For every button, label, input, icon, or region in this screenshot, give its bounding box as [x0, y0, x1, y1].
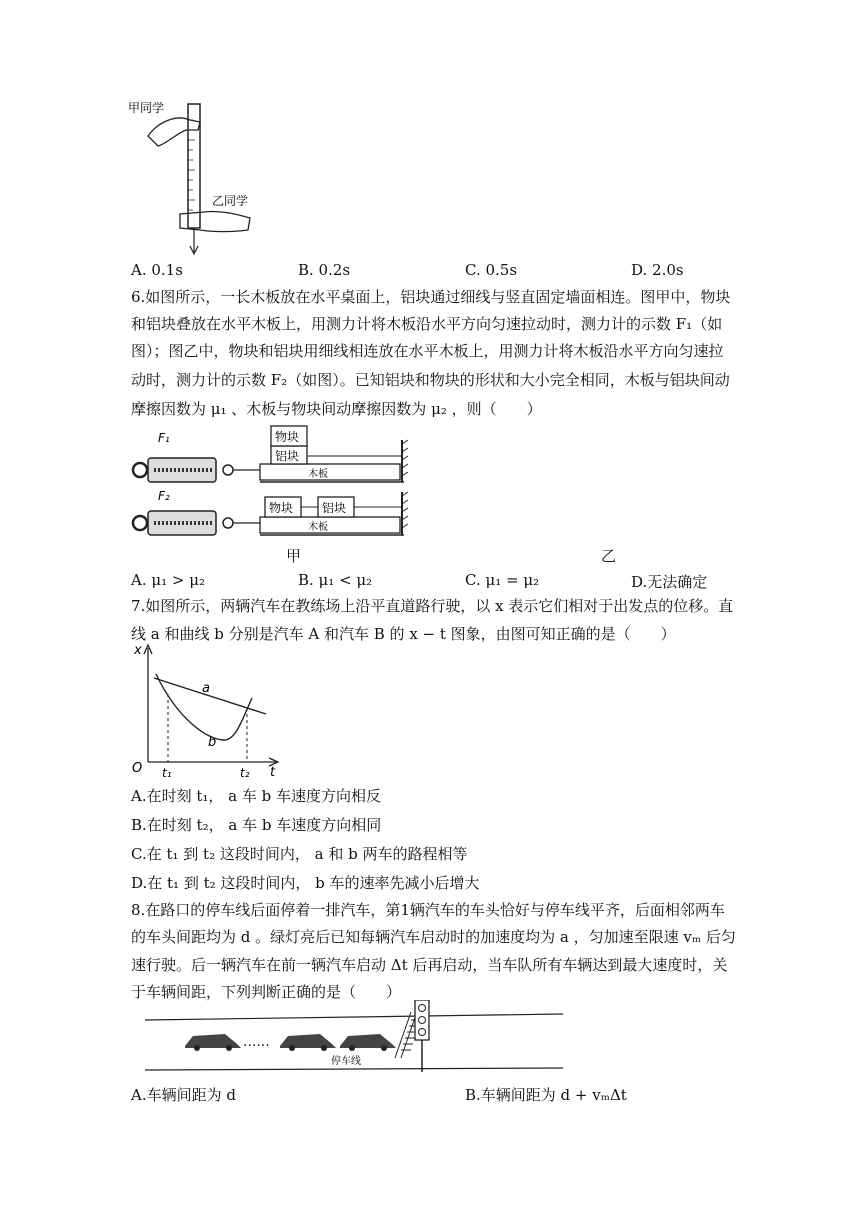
curve-b-label: b [208, 735, 217, 750]
q8-option-b: B.车辆间距为 d + vₘΔt [465, 1086, 627, 1104]
q6-line-5: 摩擦因数为 μ₁ 、木板与物块间动摩擦因数为 μ₂ ，则（ ） [131, 400, 542, 418]
traffic-queue-figure [145, 1000, 565, 1080]
al-label-top: 铝块 [275, 449, 300, 463]
q8-line-2: 的车头间距均为 d 。绿灯亮后已知每辆汽车启动时的加速度均为 a ，匀加速至限速 vₘ 后匀 [131, 928, 736, 946]
car-icon [185, 1034, 241, 1051]
line-a-label: a [202, 681, 210, 696]
origin-label: O [132, 761, 143, 776]
t-axis-label: t [270, 765, 276, 780]
x-axis-label: x [134, 643, 142, 658]
friction-experiment-figure [128, 420, 438, 540]
stop-line-label: 停车线 [331, 1056, 361, 1067]
car-icon [340, 1034, 396, 1051]
label-f1: F₁ [158, 431, 170, 445]
q7-option-a: A.在时刻 t₁， a 车 b 车速度方向相反 [131, 787, 382, 805]
q8-option-a: A.车辆间距为 d [131, 1086, 236, 1104]
t1-label: t₁ [162, 766, 172, 780]
q6-option-a: A. μ₁ > μ₂ [131, 571, 205, 589]
traffic-light-icon [415, 1000, 429, 1072]
al-label-bottom: 铝块 [322, 501, 347, 515]
board-label-bottom: 木板 [308, 522, 328, 533]
q7-line-1: 7.如图所示，两辆汽车在教练场上沿平直道路行驶，以 x 表示它们相对于出发点的位移。直 [131, 597, 734, 615]
q6-line-2: 和铝块叠放在水平木板上，用测力计将木板沿水平方向匀速拉动时，测力计的示数 F₁（如 [131, 315, 723, 333]
q6-option-c: C. μ₁ = μ₂ [465, 571, 540, 589]
q7-option-d: D.在 t₁ 到 t₂ 这段时间内， b 车的速率先减小后增大 [131, 874, 480, 892]
q8-line-4: 于车辆间距，下列判断正确的是（ ） [131, 983, 402, 1001]
q8-line-1: 8.在路口的停车线后面停着一排汽车，第1辆汽车的车头恰好与停车线平齐，后面相邻两车 [131, 901, 725, 919]
q6-caption-jia: 甲 [286, 547, 302, 565]
q6-line-4: 动时，测力计的示数 F₂（如图）。已知铝块和物块的形状和大小完全相同，木板与铝块间动 [131, 371, 730, 389]
car-icon [280, 1034, 336, 1051]
q6-option-b: B. μ₁ < μ₂ [298, 571, 373, 589]
q6-line-3: 图）；图乙中，物块和铝块用细线相连放在水平木板上，用测力计将木板沿水平方向匀速拉 [131, 342, 724, 360]
q6-caption-yi: 乙 [601, 547, 617, 565]
q5-option-a: A. 0.1s [131, 261, 183, 279]
q5-option-d: D. 2.0s [631, 261, 684, 279]
q7-line-2: 线 a 和曲线 b 分别是汽车 A 和汽车 B 的 x − t 图象，由图可知正确的是（ ） [131, 625, 676, 643]
label-f2: F₂ [158, 489, 170, 503]
svg-text:......: ...... [243, 1034, 270, 1050]
label-jia-student: 甲同学 [128, 101, 165, 115]
q6-line-1: 6.如图所示，一长木板放在水平桌面上，铝块通过细线与竖直固定墙面相连。图甲中，物块 [131, 288, 731, 306]
q5-option-b: B. 0.2s [298, 261, 351, 279]
ruler-drop-figure [128, 100, 268, 260]
x-t-graph [128, 640, 288, 780]
block-label-bottom: 物块 [269, 501, 294, 515]
label-yi-student: 乙同学 [212, 194, 249, 208]
q7-option-c: C.在 t₁ 到 t₂ 这段时间内， a 和 b 两车的路程相等 [131, 845, 468, 863]
t2-label: t₂ [240, 766, 250, 780]
q5-option-c: C. 0.5s [465, 261, 518, 279]
q6-option-d: D.无法确定 [631, 573, 708, 591]
q7-option-b: B.在时刻 t₂， a 车 b 车速度方向相同 [131, 816, 382, 834]
board-label-top: 木板 [308, 469, 328, 480]
block-label-top: 物块 [275, 430, 300, 444]
q8-line-3: 速行驶。后一辆汽车在前一辆汽车启动 Δt 后再启动，当车队所有车辆达到最大速度时，关 [131, 956, 728, 974]
